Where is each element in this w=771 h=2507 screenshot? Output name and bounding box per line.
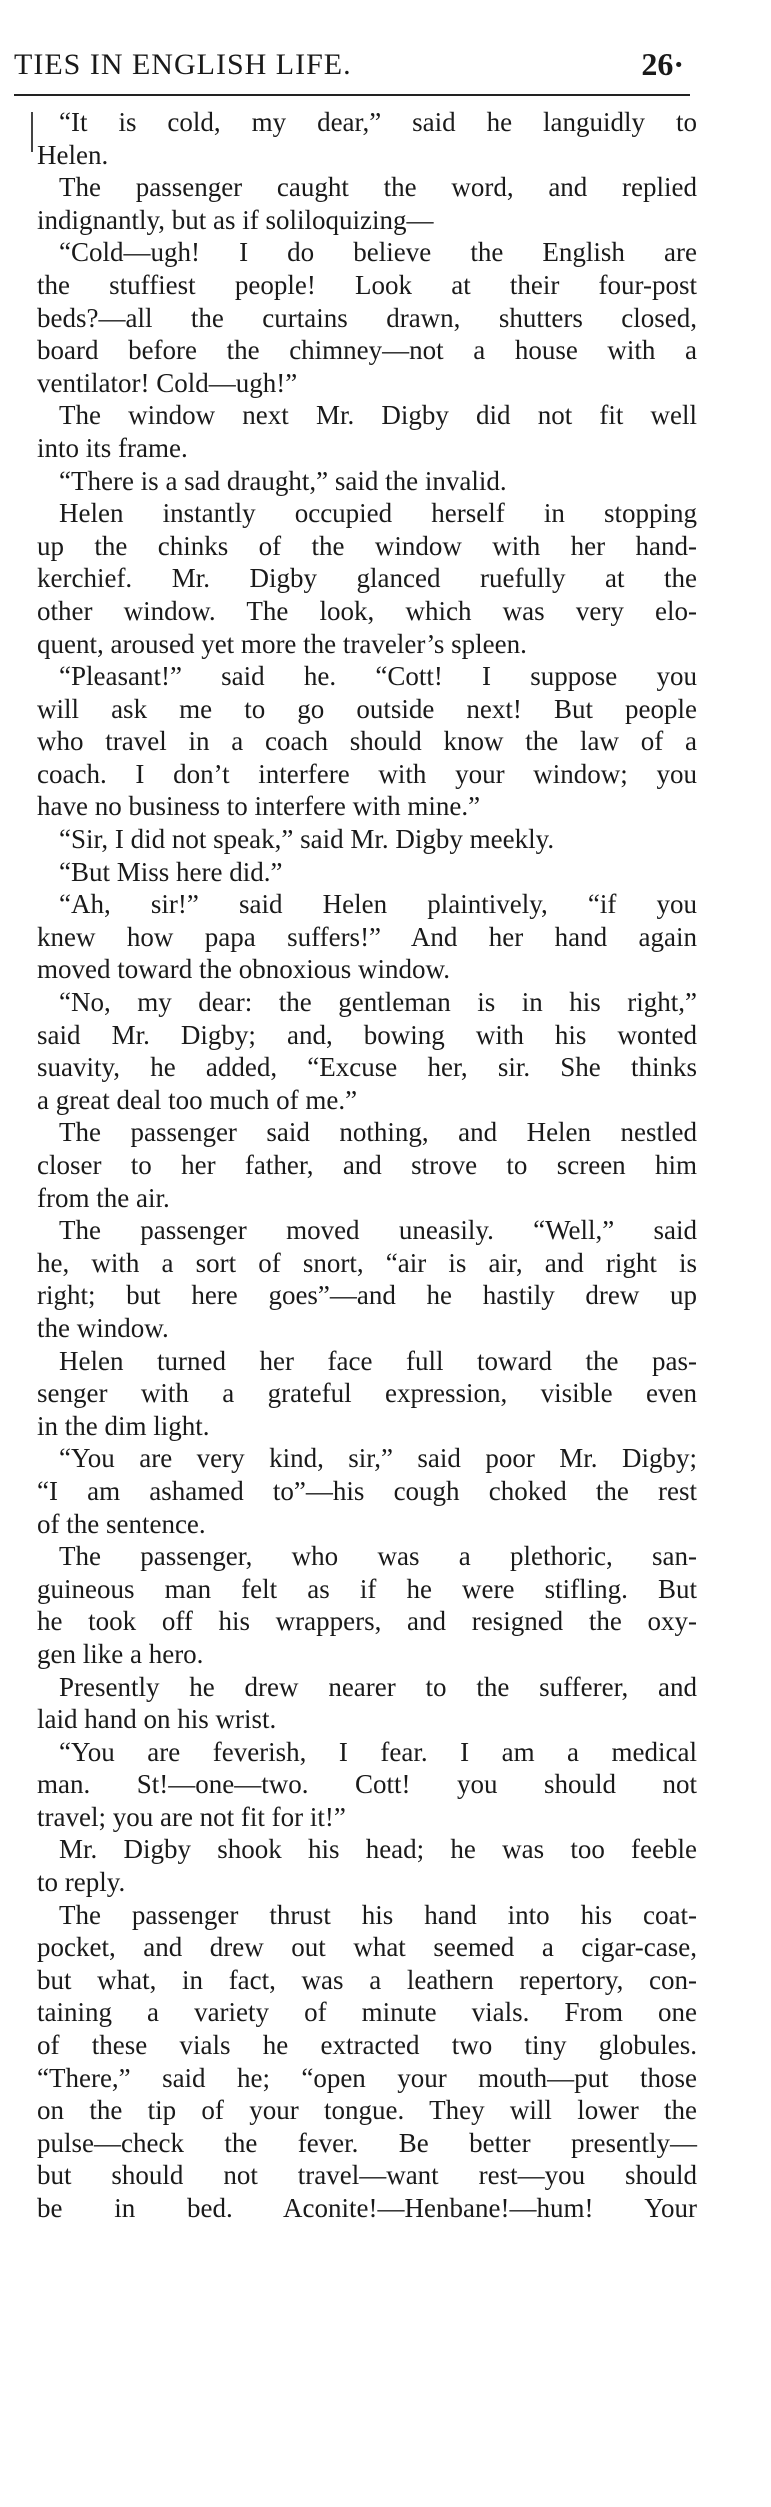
text-line: gen like a hero. bbox=[37, 1638, 204, 1669]
text-line: to reply. bbox=[37, 1867, 126, 1898]
text-line: The passenger thrust his hand into his coat- bbox=[59, 1899, 697, 1930]
text-line: he took off his wrappers, and resigned the oxy- bbox=[37, 1606, 697, 1637]
text-line: up the chinks of the window with her hand- bbox=[37, 530, 697, 561]
text-line: The passenger caught the word, and replied bbox=[59, 172, 697, 203]
text-line: a great deal too much of me.” bbox=[37, 1084, 358, 1115]
text-line: closer to her father, and strove to screen him bbox=[37, 1150, 697, 1180]
text-line: beds?—all the curtains drawn, shutters closed, bbox=[37, 302, 697, 333]
page-number: 26· bbox=[641, 46, 684, 82]
text-line: “Pleasant!” said he. “Cott! I suppose you bbox=[59, 661, 697, 692]
text-line: man. St!—one—two. Cott! you should not bbox=[37, 1769, 697, 1800]
text-line: ventilator! Cold—ugh!” bbox=[37, 367, 298, 398]
text-line: “You are very kind, sir,” said poor Mr. Digby; bbox=[59, 1443, 697, 1474]
text-line: taining a variety of minute vials. From one bbox=[37, 1997, 697, 2028]
text-line: the window. bbox=[37, 1312, 169, 1343]
text-line: coach. I don’t interfere with your window; you bbox=[37, 758, 697, 789]
text-line: The passenger, who was a plethoric, san- bbox=[59, 1541, 697, 1572]
running-head bbox=[14, 48, 684, 88]
text-line: pulse—check the fever. Be better presently— bbox=[37, 2127, 697, 2158]
header-rule bbox=[14, 94, 690, 96]
text-line: “You are feverish, I fear. I am a medical bbox=[59, 1736, 697, 1767]
text-line: into its frame. bbox=[37, 432, 188, 463]
text-line: knew how papa suffers!” And her hand again bbox=[37, 921, 697, 952]
text-line: the stuffiest people! Look at their four-post bbox=[37, 269, 697, 300]
text-line: from the air. bbox=[37, 1182, 170, 1213]
text-line: be in bed. Aconite!—Henbane!—hum! Your bbox=[37, 2193, 697, 2223]
text-line: The window next Mr. Digby did not fit well bbox=[59, 400, 697, 431]
text-line: will ask me to go outside next! But people bbox=[37, 693, 697, 724]
text-line: pocket, and drew out what seemed a cigar-case, bbox=[37, 1932, 697, 1963]
text-line: Helen. bbox=[37, 139, 109, 170]
text-line: he, with a sort of snort, “air is air, and right is bbox=[37, 1247, 697, 1278]
text-line: “Cold—ugh! I do believe the English are bbox=[59, 237, 697, 268]
text-line: “There,” said he; “open your mouth—put those bbox=[37, 2062, 697, 2093]
text-line: said Mr. Digby; and, bowing with his wonted bbox=[37, 1019, 697, 1050]
text-line: but should not travel—want rest—you should bbox=[37, 2160, 697, 2191]
text-line: laid hand on his wrist. bbox=[37, 1704, 277, 1735]
text-line: “There is a sad draught,” said the invalid. bbox=[59, 465, 507, 496]
text-line: in the dim light. bbox=[37, 1410, 210, 1441]
text-line: who travel in a coach should know the law of a bbox=[37, 726, 697, 757]
text-line: right; but here goes”—and he hastily drew up bbox=[37, 1280, 697, 1311]
text-line: The passenger said nothing, and Helen nestled bbox=[59, 1117, 697, 1148]
margin-rule bbox=[31, 112, 33, 152]
text-line: on the tip of your tongue. They will lower the bbox=[37, 2095, 697, 2126]
text-line: senger with a grateful expression, visible even bbox=[37, 1378, 697, 1409]
text-line: travel; you are not fit for it!” bbox=[37, 1801, 346, 1832]
text-line: guineous man felt as if he were stifling. But bbox=[37, 1573, 697, 1604]
running-title: TIES IN ENGLISH LIFE. bbox=[14, 48, 352, 81]
text-line: have no business to interfere with mine.” bbox=[37, 791, 481, 822]
body-text bbox=[37, 106, 697, 2225]
text-line: “Sir, I did not speak,” said Mr. Digby meekly. bbox=[59, 824, 555, 855]
text-line: Presently he drew nearer to the sufferer, and bbox=[59, 1671, 697, 1702]
text-line: indignantly, but as if soliloquizing— bbox=[37, 204, 434, 235]
text-line: kerchief. Mr. Digby glanced ruefully at the bbox=[37, 563, 697, 594]
text-line: “It is cold, my dear,” said he languidly to bbox=[59, 107, 697, 137]
text-line: moved toward the obnoxious window. bbox=[37, 954, 450, 985]
text-line: board before the chimney—not a house with a bbox=[37, 335, 697, 366]
text-line: suavity, he added, “Excuse her, sir. She thinks bbox=[37, 1052, 697, 1083]
text-line: Helen instantly occupied herself in stopping bbox=[59, 498, 697, 529]
text-line: The passenger moved uneasily. “Well,” said bbox=[59, 1215, 697, 1246]
text-line: “I am ashamed to”—his cough choked the rest bbox=[37, 1475, 697, 1506]
text-line: “No, my dear: the gentleman is in his right,” bbox=[59, 987, 697, 1018]
text-line: of these vials he extracted two tiny globules. bbox=[37, 2030, 697, 2061]
text-line: Helen turned her face full toward the pas- bbox=[59, 1345, 697, 1376]
text-line: but what, in fact, was a leathern repertory, con- bbox=[37, 1964, 697, 1995]
text-line: quent, aroused yet more the traveler’s spleen. bbox=[37, 628, 527, 659]
text-line: of the sentence. bbox=[37, 1508, 206, 1539]
text-line: “But Miss here did.” bbox=[59, 856, 283, 887]
text-line: other window. The look, which was very elo- bbox=[37, 595, 697, 626]
text-line: “Ah, sir!” said Helen plaintively, “if you bbox=[59, 889, 697, 920]
text-line: Mr. Digby shook his head; he was too feeble bbox=[59, 1834, 697, 1865]
